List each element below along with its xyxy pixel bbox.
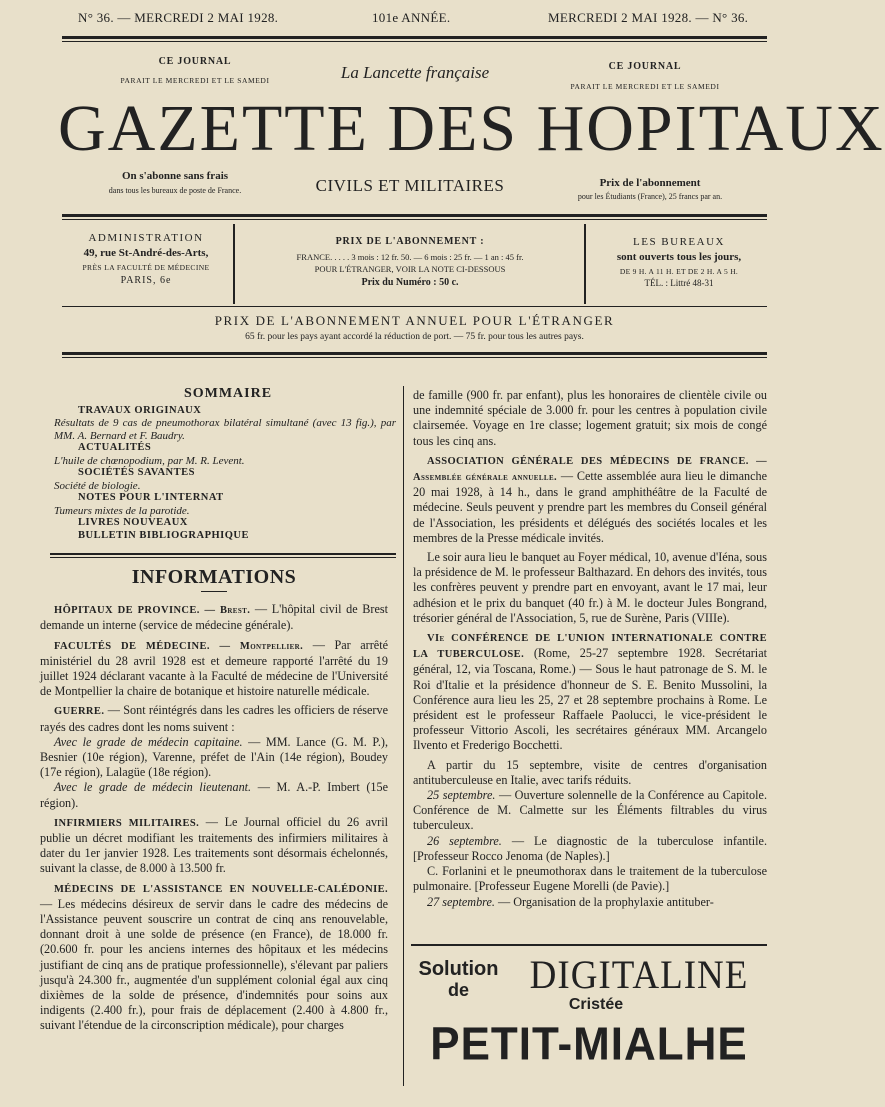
prix-france: FRANCE. . . . . 3 mois : 12 fr. 50. — 6 mois : 25 fr. — 1 an : 45 fr. bbox=[296, 252, 524, 262]
bureaux-tel: TÉL. : Littré 48-31 bbox=[644, 278, 714, 288]
issue-number-right: MERCREDI 2 MAI 1928. — N° 36. bbox=[548, 10, 749, 25]
prix-etranger: POUR L'ÉTRANGER, VOIR LA NOTE CI-DESSOUS bbox=[314, 264, 506, 274]
masthead-rule-thin bbox=[62, 219, 767, 220]
masthead-rule bbox=[62, 214, 767, 217]
informations-left bbox=[40, 566, 389, 1038]
ce-journal-right: CE JOURNAL bbox=[608, 61, 682, 72]
ad-digitaline: DIGITALINE bbox=[529, 952, 749, 999]
administration-box bbox=[62, 226, 230, 302]
info-paragraph: de famille (900 fr. par enfant), plus les honoraires de clientèle civile ou une indemnité spéciale de 3.000 fr. pour les centres à population civile clairsemée. Voyage en 1re classe; logement gratuit; six mois de congé tous les cinq ans. bbox=[413, 388, 767, 448]
prix-title: PRIX DE L'ABONNEMENT : bbox=[335, 236, 485, 247]
top-rule-thin bbox=[62, 41, 767, 42]
info-paragraph: MÉDECINS DE L'ASSISTANCE EN NOUVELLE-CALÉDONIE. — Les médecins désireux de servir dans le cadre des médecins de l'Assistance peuvent souscrire un contrat de cinq ans renouvelable, donnant droit à une solde de présence (en France), de 18.000 fr. (20.600 fr. pour les anciens internes des hôpitaux et les médecins justifiant de cinq ans de pratique professionnelle), s'élevant par paliers jusqu'à 24.300 fr., augmentée d'un supplément colonial égal aux cinq dixièmes de la solde de présence, d'indemnités pour soins aux indigents (2.400 fr.), pour frais de déplacement (2.400 à 4.800 fr., suivant l'étendue de la circonscription médicale), pour charges bbox=[40, 883, 388, 1033]
subscribe-line1: On s'abonne sans frais bbox=[121, 170, 229, 182]
title-dash bbox=[201, 591, 227, 592]
sommaire-heading: BULLETIN BIBLIOGRAPHIQUE bbox=[78, 529, 249, 541]
administration-faculty: PRÈS LA FACULTÉ DE MÉDECINE bbox=[82, 263, 210, 272]
subtitle: La Lancette française bbox=[340, 63, 490, 82]
info-paragraph: HÔPITAUX DE PROVINCE. — Brest. — L'hôpital civil de Brest demande un interne (service de médecine générale). bbox=[40, 602, 388, 633]
digitaline-advertisement bbox=[411, 950, 767, 1075]
sommaire-heading: ACTUALITÉS bbox=[78, 442, 152, 453]
administration-title: ADMINISTRATION bbox=[88, 232, 204, 244]
informations-title: INFORMATIONS bbox=[131, 566, 297, 588]
ad-petit-mialhe: PETIT-MIALHE bbox=[430, 1018, 748, 1071]
info-paragraph: ASSOCIATION GÉNÉRALE DES MÉDECINS DE FRANCE. — Assemblée générale annuelle. — Cette assemblée aura lieu le dimanche 20 mai 1928, à 14 h., dans le grand amphithéâtre de la Faculté de médecine. Seuls peuvent y prendre part les membres du Conseil général de l'Association, les présidents et délégués des sociétés locales et les membres de la Presse médicale invités. bbox=[413, 455, 767, 545]
info-paragraph: INFIRMIERS MILITAIRES. — Le Journal officiel du 26 avril publie un décret modifiant les traitements des infirmiers militaires à dater du 1er janvier 1928. Les traitements sont désormais échelonnés, suivant la classe, de 8.000 à 13.500 fr. bbox=[40, 814, 388, 876]
foreign-rule bbox=[62, 352, 767, 355]
sommaire-heading: NOTES POUR L'INTERNAT bbox=[78, 492, 224, 503]
ad-rule bbox=[411, 944, 767, 946]
info-paragraph: Avec le grade de médecin lieutenant. — M. A.-P. Imbert (15e région). bbox=[40, 780, 389, 810]
ad-solution: Solution bbox=[418, 958, 499, 980]
info-paragraph: 25 septembre. — Ouverture solennelle de la Conférence au Capitole. Conférence de M. Calmette sur les Éléments filtrables du virus tuberculeux. bbox=[413, 788, 767, 833]
info-paragraph: VIe CONFÉRENCE DE L'UNION INTERNATIONALE CONTRE LA TUBERCULOSE. (Rome, 25-27 septembre 1928. Secrétariat général, 12, via Toscana, Rome.) — Sous le haut patronage de S. M. le Roi d'Italie et la présidence d'honneur de S. E. Benito Mussolini, la Conférence aura lieu les 25, 27 et 28 septembre prochains à Rome. Le président est le professeur Raffaele Paolucci, le vice-président le professeur Vittorio Ascoli, les secrétaires généraux MM. Arcangelo Ilvento et Frederigo Bocchetti. bbox=[413, 633, 767, 753]
foreign-text: 65 fr. pour les pays ayant accordé la réduction de port. — 75 fr. pour tous les autres pays. bbox=[245, 332, 584, 342]
parait-left: PARAIT LE MERCREDI ET LE SAMEDI bbox=[120, 76, 270, 85]
ad-de: de bbox=[447, 980, 469, 1000]
sommaire-rule-thin bbox=[50, 557, 396, 558]
subscribe-line2: dans tous les bureaux de poste de France. bbox=[108, 186, 242, 195]
sommaire-heading: LIVRES NOUVEAUX bbox=[78, 517, 188, 528]
sommaire-item: Tumeurs mixtes de la parotide. bbox=[54, 504, 190, 517]
prix-abonnement-label: Prix de l'abonnement bbox=[599, 177, 701, 189]
foreign-rule-thin bbox=[62, 357, 767, 358]
sommaire-item: L'huile de chœnopodium, par M. R. Levent. bbox=[54, 454, 245, 467]
prix-box bbox=[238, 226, 582, 302]
sommaire-heading: TRAVAUX ORIGINAUX bbox=[78, 404, 202, 416]
info-paragraph: GUERRE. — Sont réintégrés dans les cadres les officiers de réserve rayés des cadres dont les noms suivent : bbox=[40, 703, 388, 734]
ce-journal-left: CE JOURNAL bbox=[158, 56, 232, 67]
administration-address: 49, rue St-André-des-Arts, bbox=[83, 247, 209, 259]
bureaux-line2: DE 9 H. A 11 H. ET DE 2 H. A 5 H. bbox=[619, 267, 739, 276]
sommaire bbox=[50, 388, 396, 542]
info-paragraph: FACULTÉS DE MÉDECINE. — Montpellier. — Par arrêté ministériel du 28 avril 1928 est et demeure rapporté l'arrêté du 19 juillet 1924 déclarant vacante à la Faculté de médecine de l'Université de Montpellier la chaire de botanique et histoire naturelle médicale. bbox=[40, 637, 388, 699]
box-divider bbox=[233, 224, 235, 304]
info-paragraph: Le soir aura lieu le banquet au Foyer médical, 10, avenue d'Iéna, sous la présidence de M. le professeur Balthazard. En dehors des invités, tous les confrères peuvent y prendre part en envoyant, avant le 17 mai, leur adhésion et le prix du banquet (40 fr.) à M. le docteur Jules Bongrand, trésorier général de l'Association, 5, rue de Surène, Paris (VIIIe). bbox=[413, 550, 767, 625]
prix-etudiants: pour les Étudiants (France), 25 francs par an. bbox=[577, 192, 723, 201]
sommaire-rule bbox=[50, 553, 396, 555]
boxes-rule bbox=[62, 306, 767, 307]
sommaire-item: Société de biologie. bbox=[54, 479, 141, 492]
administration-city: PARIS, 6e bbox=[120, 275, 172, 286]
sommaire-item: Résultats de 9 cas de pneumothorax bilatéral simultané (avec 13 fig.), par MM. A. Bernard et F. Baudry. bbox=[54, 417, 396, 442]
column-divider bbox=[403, 386, 404, 1086]
bureaux-title: LES BUREAUX bbox=[633, 236, 725, 248]
ad-crist: Cristée bbox=[568, 996, 624, 1013]
parait-right: PARAIT LE MERCREDI ET LE SAMEDI bbox=[570, 82, 720, 91]
masthead-title: GAZETTE DES HOPITAUX bbox=[58, 92, 885, 165]
year-label: 101e ANNÉE. bbox=[372, 10, 451, 25]
info-paragraph: 26 septembre. — Le diagnostic de la tuberculose infantile. [Professeur Rocco Jenoma (de Naples).] bbox=[413, 833, 767, 863]
sommaire-heading: SOCIÉTÉS SAVANTES bbox=[78, 467, 195, 478]
prix-numero: Prix du Numéro : 50 c. bbox=[361, 277, 459, 288]
top-rule bbox=[62, 36, 767, 39]
informations-right bbox=[413, 388, 767, 910]
info-paragraph: A partir du 15 septembre, visite de centres d'organisation antituberculeuse en Italie, avec tarifs réduits. bbox=[413, 757, 767, 787]
foreign-title: PRIX DE L'ABONNEMENT ANNUEL POUR L'ÉTRANGER bbox=[214, 313, 615, 328]
sommaire-title: SOMMAIRE bbox=[183, 386, 273, 401]
civils-militaires: CIVILS ET MILITAIRES bbox=[315, 176, 505, 195]
issue-number-left: N° 36. — MERCREDI 2 MAI 1928. bbox=[78, 10, 279, 25]
info-paragraph: 27 septembre. — Organisation de la prophylaxie antituber- bbox=[427, 894, 714, 909]
bureaux-line1: sont ouverts tous les jours, bbox=[616, 251, 742, 263]
info-paragraph: Avec le grade de médecin capitaine. — MM. Lance (G. M. P.), Besnier (10e région), Varenne, préfet de l'Ain (14e région), Boudey (17e région), Lalagüe (18e région). bbox=[40, 734, 388, 780]
box-divider bbox=[584, 224, 586, 304]
bureaux-box bbox=[590, 226, 768, 302]
info-paragraph: C. Forlanini et le pneumothorax dans le traitement de la tuberculose pulmonaire. [Professeur Eugene Morelli (de Pavie).] bbox=[413, 864, 767, 894]
